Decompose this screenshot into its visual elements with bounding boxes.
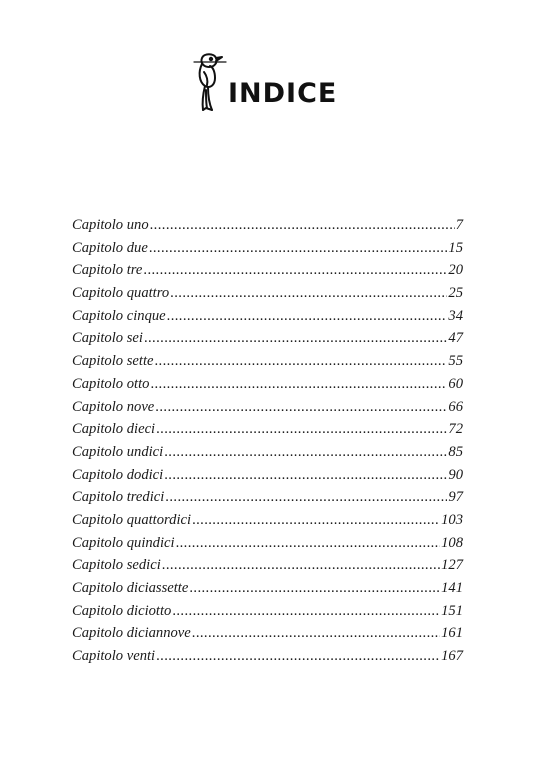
toc-leader xyxy=(170,282,447,305)
toc-leader xyxy=(176,532,441,555)
toc-entry[interactable] xyxy=(72,259,463,282)
toc-label: Capitolo otto xyxy=(72,375,150,392)
toc-entry[interactable] xyxy=(72,464,463,487)
toc-entry[interactable] xyxy=(72,509,463,532)
toc-page-number: 127 xyxy=(441,557,463,574)
toc-page-number: 15 xyxy=(448,239,463,256)
toc-entry[interactable] xyxy=(72,350,463,373)
toc-label: Capitolo cinque xyxy=(72,307,166,324)
toc-leader xyxy=(167,305,448,328)
toc-page-number: 7 xyxy=(455,217,463,233)
toc-entry[interactable] xyxy=(72,237,463,260)
toc-label: Capitolo tredici xyxy=(72,489,165,506)
page-title: INDICE xyxy=(228,78,338,109)
toc-leader xyxy=(164,464,447,487)
toc-entry[interactable] xyxy=(72,554,463,577)
toc-label: Capitolo quattro xyxy=(72,285,170,302)
toc-page-number: 151 xyxy=(441,602,463,619)
page-header xyxy=(190,50,350,116)
toc-entry[interactable] xyxy=(72,600,463,623)
toc-entry[interactable] xyxy=(72,396,463,419)
toc-label: Capitolo sedici xyxy=(72,557,161,574)
toc-leader xyxy=(150,214,455,237)
toc-leader xyxy=(154,350,447,373)
toc-entry[interactable] xyxy=(72,532,463,555)
toc-label: Capitolo quattordici xyxy=(72,511,192,528)
toc-label: Capitolo due xyxy=(72,239,148,256)
toc-leader xyxy=(165,486,447,509)
toc-page-number: 108 xyxy=(441,534,463,551)
toc-entry[interactable] xyxy=(72,486,463,509)
toc-entry[interactable] xyxy=(72,622,463,645)
toc-leader xyxy=(172,600,440,623)
toc-page-number: 97 xyxy=(448,489,463,506)
toc-page-number: 141 xyxy=(441,580,463,596)
bird-icon xyxy=(190,50,230,116)
toc-label: Capitolo nove xyxy=(72,398,155,415)
toc-page-number: 90 xyxy=(448,466,463,483)
toc-page-number: 25 xyxy=(448,285,463,302)
toc-label: Capitolo uno xyxy=(72,217,149,233)
toc-entry[interactable] xyxy=(72,645,463,668)
toc-leader xyxy=(144,327,447,350)
toc-page-number: 85 xyxy=(448,443,463,460)
toc-entry[interactable] xyxy=(72,373,463,396)
toc-leader xyxy=(162,554,440,577)
toc-entry[interactable] xyxy=(72,282,463,305)
toc-page-number: 34 xyxy=(448,307,463,324)
toc-leader xyxy=(192,509,440,532)
toc-page-number: 167 xyxy=(441,648,463,665)
toc-page-number: 103 xyxy=(441,511,463,528)
toc-label: Capitolo diciassette xyxy=(72,580,189,596)
toc-page-number: 72 xyxy=(448,421,463,438)
toc-entry[interactable] xyxy=(72,418,463,441)
toc-page-number: 66 xyxy=(448,398,463,415)
toc-page-number: 60 xyxy=(448,375,463,392)
toc-page-number: 47 xyxy=(448,330,463,347)
toc-label: Capitolo quindici xyxy=(72,534,175,551)
toc-label: Capitolo sei xyxy=(72,330,143,347)
toc-label: Capitolo sette xyxy=(72,353,154,370)
toc-page-number: 55 xyxy=(448,353,463,370)
toc-entry[interactable] xyxy=(72,577,463,600)
toc-leader xyxy=(149,237,448,260)
toc-entry[interactable] xyxy=(72,441,463,464)
toc-leader xyxy=(150,373,447,396)
toc-leader xyxy=(155,396,447,419)
toc-label: Capitolo undici xyxy=(72,443,164,460)
toc-label: Capitolo dieci xyxy=(72,421,156,438)
toc-entry[interactable] xyxy=(72,327,463,350)
toc-leader xyxy=(156,645,440,668)
toc-label: Capitolo dodici xyxy=(72,466,164,483)
table-of-contents xyxy=(72,214,463,668)
toc-leader xyxy=(143,259,447,282)
toc-entry[interactable] xyxy=(72,305,463,328)
toc-page-number: 161 xyxy=(441,625,463,642)
toc-label: Capitolo diciannove xyxy=(72,625,191,642)
toc-leader xyxy=(192,622,440,645)
toc-leader xyxy=(164,441,447,464)
toc-leader xyxy=(189,577,440,600)
toc-page-number: 20 xyxy=(448,262,463,279)
toc-entry[interactable] xyxy=(72,214,463,237)
toc-label: Capitolo venti xyxy=(72,648,156,665)
toc-label: Capitolo diciotto xyxy=(72,602,172,619)
toc-label: Capitolo tre xyxy=(72,262,143,279)
toc-leader xyxy=(156,418,447,441)
